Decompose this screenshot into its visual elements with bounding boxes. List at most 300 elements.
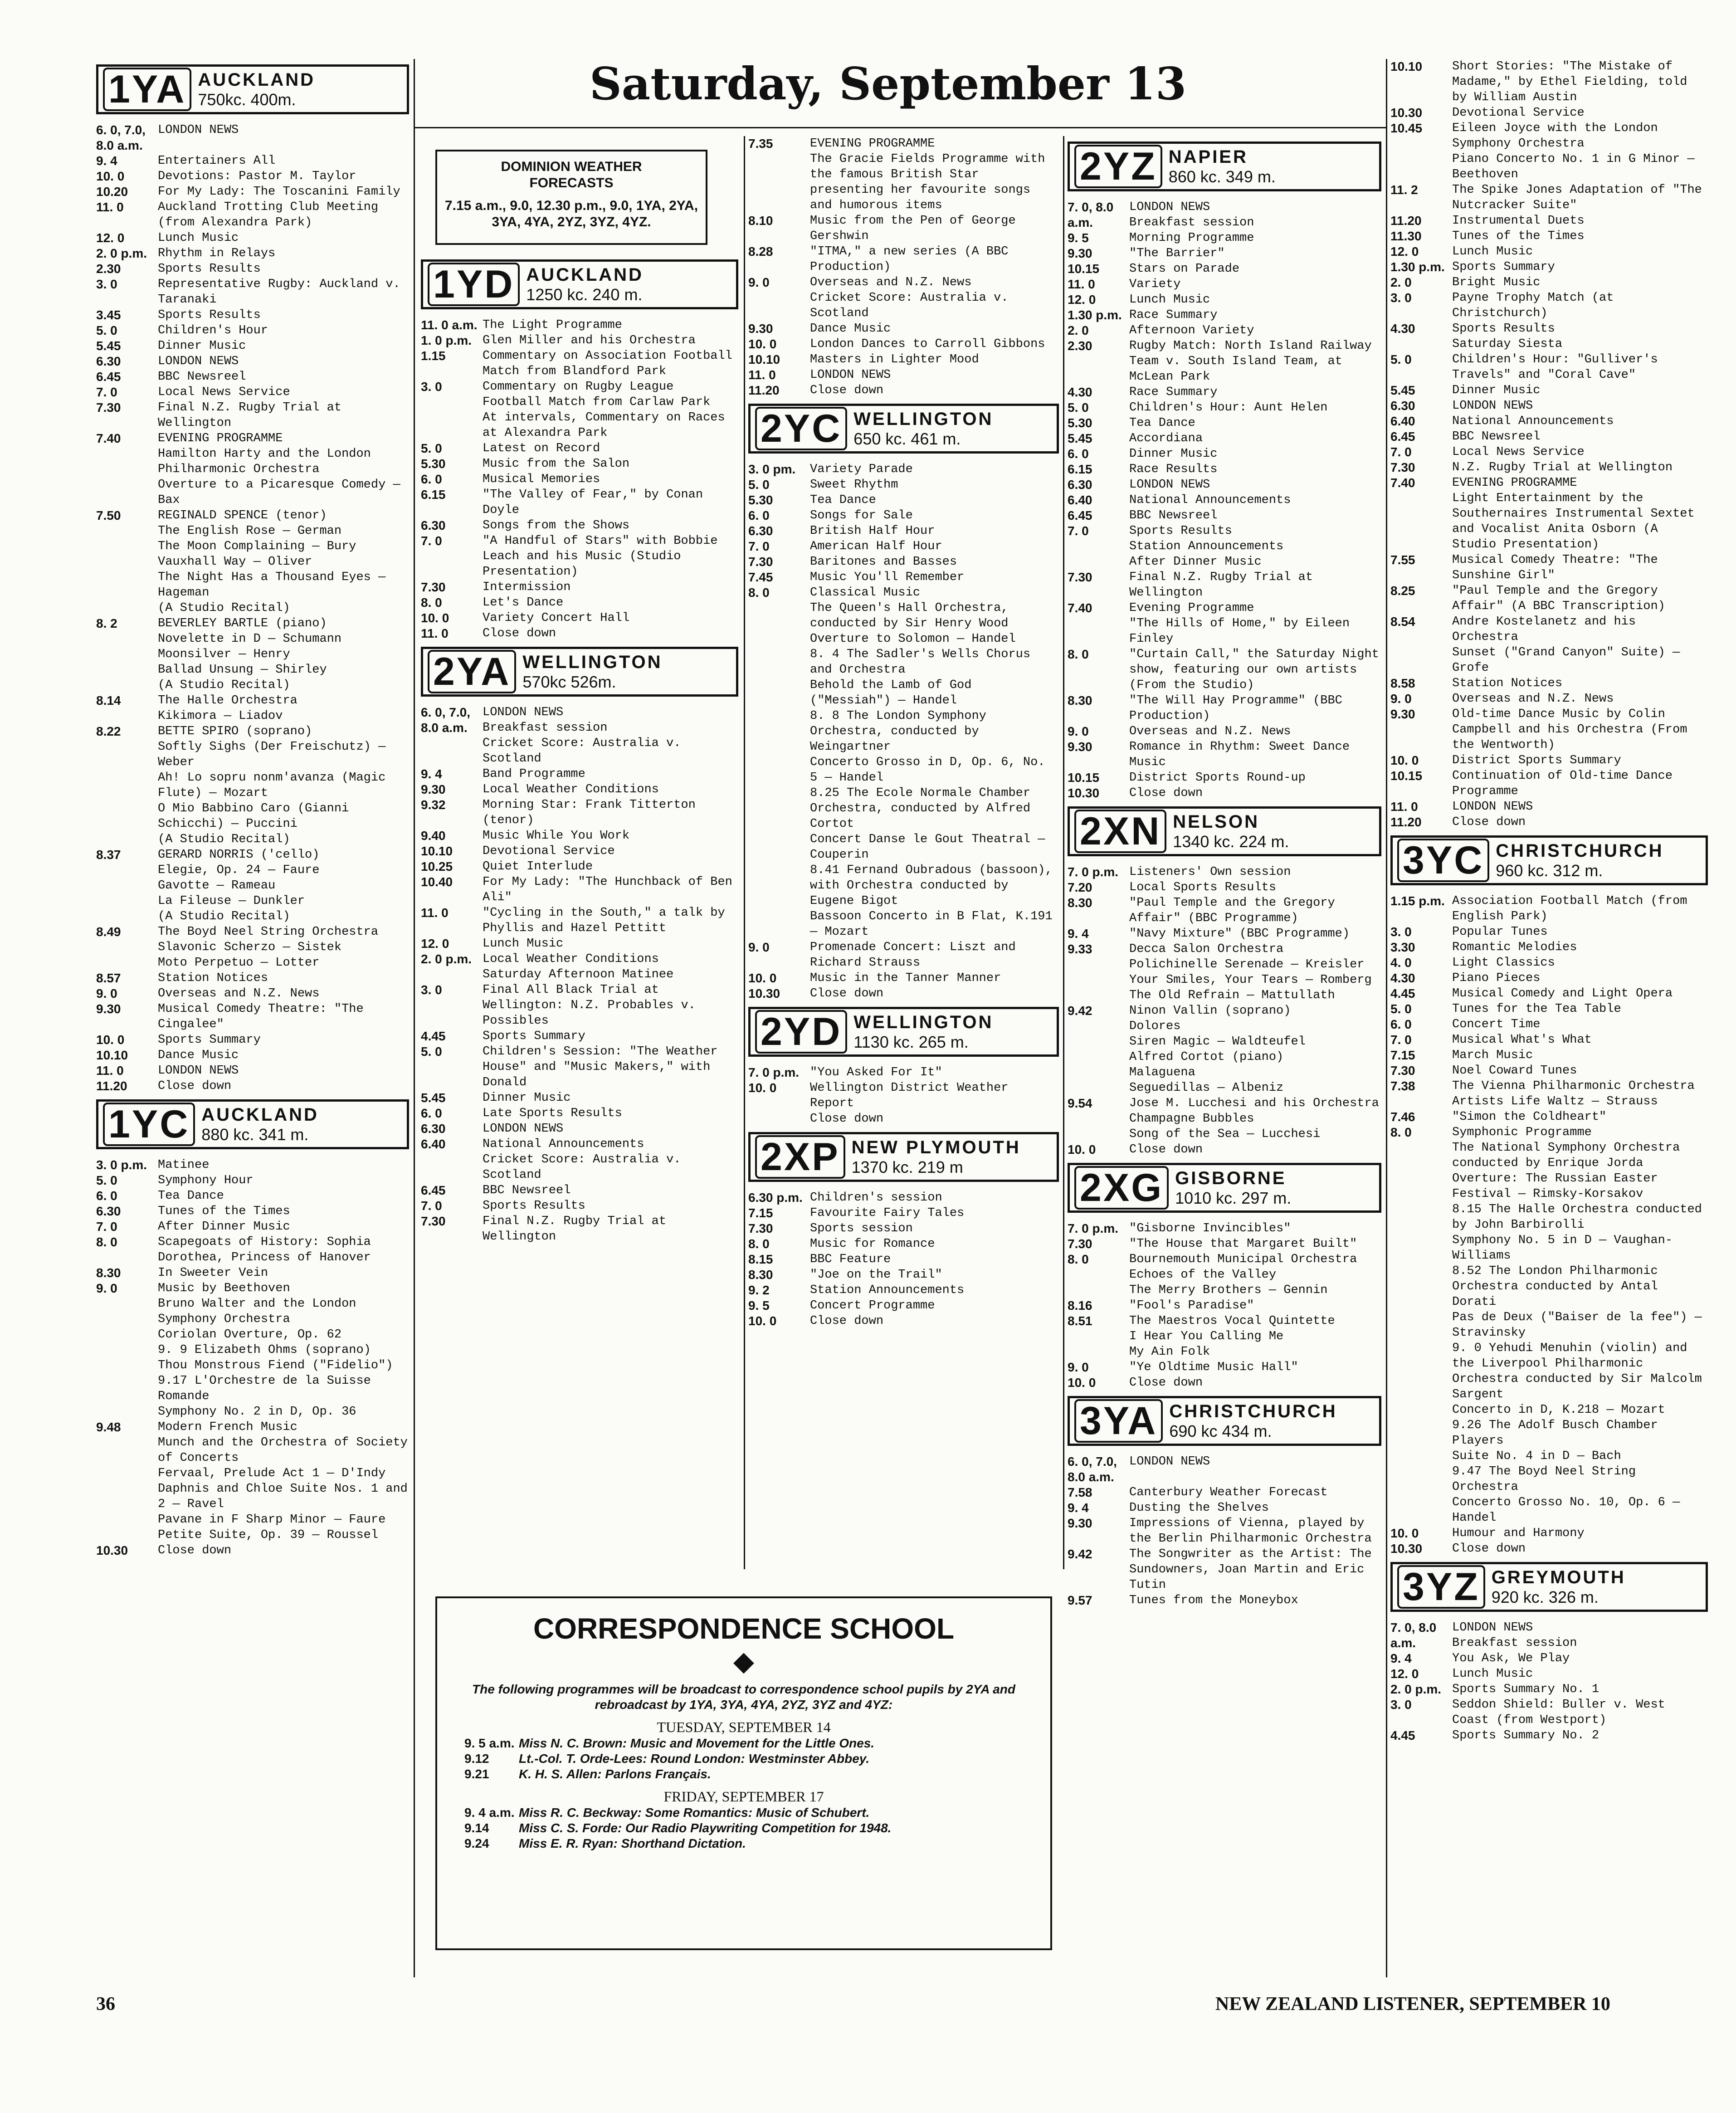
programme-entry xyxy=(1390,213,1708,229)
programme-title: Songs from the Shows xyxy=(483,519,630,532)
programme-entry xyxy=(421,333,738,348)
programme-time: 10.10 xyxy=(1390,59,1423,73)
programme-time: 7.15 xyxy=(1390,1048,1415,1062)
programme-title: Music for Romance xyxy=(810,1237,935,1251)
programme-entry xyxy=(421,1044,738,1090)
programme-entry xyxy=(1390,1032,1708,1048)
programme-list-3yc xyxy=(1390,893,1708,1557)
programme-title: Short Stories: "The Mistake of Madame," by Ethel Fielding, told by William Austin xyxy=(1452,60,1687,104)
programme-time: 9. 0 xyxy=(748,940,770,954)
programme-time: 8.30 xyxy=(96,1266,121,1280)
programme-time: 9.57 xyxy=(1068,1593,1092,1607)
programme-time: 7.40 xyxy=(1390,476,1415,490)
programme-time: 7.30 xyxy=(96,400,121,415)
programme-title: Children's Hour: Aunt Helen xyxy=(1129,401,1328,415)
tuesday-list xyxy=(464,1736,1023,1782)
programme-time: 7.40 xyxy=(1068,601,1092,615)
programme-title: Symphonic Programme The National Symphony Orchestra conducted by Enrique Jorda Overture: The Russian Easter Festival — Rimsky-Korsakov 8.15 The Halle Orchestra conducted by John Barbirolli Symphony No. 5 in D — Vaughan-Williams 8.52 The London Philharmonic Orchestra conducted by Antal Dorati Pas de Deux ("Baiser de la fee") — Stravinsky 9. 0 Yehudi Menuhin (violin) and the Liverpool Philharmonic Orchestra conducted by Sir Malcolm Sargent Concerto in D, K.218 — Mozart 9.26 The Adolf Busch Chamber Players Suite No. 4 in D — Bach 9.47 The Boyd Neel String Orchestra Concerto Grosso No. 10, Op. 6 — Handel xyxy=(1452,1126,1702,1525)
programme-entry xyxy=(748,213,1059,244)
programme-entry xyxy=(1390,352,1708,383)
programme-time: 8. 0 xyxy=(1390,1125,1412,1139)
programme-title: Commentary on Rugby League Football Match from Carlaw Park At intervals, Commentary on Races at Alexandra Park xyxy=(483,380,725,440)
programme-title: Race Results xyxy=(1129,463,1218,476)
programme-title: Final N.Z. Rugby Trial at Wellington xyxy=(158,401,342,430)
programme-time: 8.22 xyxy=(96,724,121,738)
programme-title: Latest on Record xyxy=(483,442,600,455)
programme-time: 7.45 xyxy=(748,570,773,584)
programme-entry xyxy=(1390,1666,1708,1682)
programme-entry xyxy=(1068,926,1381,942)
programme-time: 8.54 xyxy=(1390,615,1415,629)
lesson-title: Miss E. R. Ryan: Shorthand Dictation. xyxy=(519,1836,746,1850)
programme-title: Baritones and Basses xyxy=(810,555,957,569)
programme-title: Overseas and N.Z. News xyxy=(1129,725,1291,738)
programme-list-1ya xyxy=(96,122,409,1094)
programme-title: Light Classics xyxy=(1452,956,1555,970)
programme-title: Sports Results Saturday Siesta xyxy=(1452,322,1563,351)
programme-list-2yd xyxy=(748,1065,1059,1127)
lesson-time: 9. 4 a.m. xyxy=(464,1806,515,1820)
programme-title: Sports session xyxy=(810,1222,913,1235)
programme-time: 9.30 xyxy=(1390,707,1415,721)
programme-time: 6.15 xyxy=(1068,462,1092,476)
programme-time: 7. 0 xyxy=(1390,1033,1412,1047)
station-frequency: 1130 kc. 265 m. xyxy=(853,1032,969,1051)
programme-title: Lunch Music xyxy=(158,231,239,245)
programme-time: 5.45 xyxy=(1068,431,1092,445)
programme-time: 9.33 xyxy=(1068,942,1092,956)
programme-title: Children's Hour: "Gulliver's Travels" and "Coral Cave" xyxy=(1452,353,1658,382)
programme-time: 7.40 xyxy=(96,431,121,445)
programme-title: District Sports Round-up xyxy=(1129,771,1306,785)
lesson-time: 9.21 xyxy=(464,1767,489,1781)
programme-entry xyxy=(1390,1063,1708,1078)
programme-title: Seddon Shield: Buller v. West Coast (from Westport) xyxy=(1452,1698,1665,1727)
column-2 xyxy=(421,254,738,1244)
programme-time: 7. 0, 8.0 a.m. xyxy=(1068,200,1114,229)
programme-title: District Sports Summary xyxy=(1452,754,1621,767)
station-3ya-header xyxy=(1068,1396,1381,1446)
call-sign: 1YD xyxy=(428,263,520,306)
lesson-title: Lt.-Col. T. Orde-Lees: Round London: Westminster Abbey. xyxy=(519,1752,870,1766)
programme-title: Decca Salon Orchestra Polichinelle Serenade — Kreisler Your Smiles, Your Tears — Romberg The Old Refrain — Mattullath xyxy=(1129,942,1372,1002)
programme-title: Close down xyxy=(158,1544,232,1557)
programme-time: 7. 0 xyxy=(1390,445,1412,459)
programme-title: Local Weather Conditions Saturday Afternoon Matinee xyxy=(483,952,674,981)
programme-time: 6.30 xyxy=(748,524,773,538)
programme-entry xyxy=(1390,121,1708,182)
programme-entry xyxy=(1390,1697,1708,1728)
programme-title: LONDON NEWS xyxy=(158,355,239,368)
programme-time: 5. 0 xyxy=(96,1173,117,1187)
programme-title: Ninon Vallin (soprano) Dolores Siren Magic — Waldteufel Alfred Cortot (piano) Malaguena Seguedillas — Albeniz xyxy=(1129,1004,1306,1095)
programme-time: 11. 0 xyxy=(96,200,124,214)
station-city: GREYMOUTH xyxy=(1491,1567,1626,1587)
programme-list-2xn xyxy=(1068,864,1381,1157)
programme-entry xyxy=(1068,1547,1381,1593)
programme-entry xyxy=(421,1198,738,1214)
station-frequency: 1250 kc. 240 m. xyxy=(526,285,643,304)
programme-title: Close down xyxy=(1452,815,1526,829)
programme-entry xyxy=(96,847,409,924)
programme-time: 11.20 xyxy=(1390,815,1422,829)
programme-entry xyxy=(748,1221,1059,1236)
programme-title: Variety xyxy=(1129,278,1181,291)
programme-entry xyxy=(1390,940,1708,955)
programme-time: 3. 0 xyxy=(1390,925,1412,939)
programme-time: 3.30 xyxy=(1390,940,1415,954)
programme-entry xyxy=(1068,292,1381,307)
programme-time: 3.45 xyxy=(96,308,121,322)
programme-title: Dusting the Shelves xyxy=(1129,1501,1269,1515)
programme-entry xyxy=(96,1157,409,1173)
programme-entry xyxy=(421,487,738,518)
programme-title: Scapegoats of History: Sophia Dorothea, Princess of Hanover xyxy=(158,1235,371,1264)
programme-time: 9. 4 xyxy=(1068,1501,1089,1515)
station-city: GISBORNE xyxy=(1175,1168,1287,1188)
programme-time: 9.42 xyxy=(1068,1004,1092,1018)
programme-time: 9.54 xyxy=(1068,1096,1092,1110)
programme-title: Tunes of the Times xyxy=(158,1205,290,1218)
programme-entry xyxy=(421,782,738,797)
weather-times: 7.15 a.m., 9.0, 12.30 p.m., 9.0, 1YA, 2YA, 3YA, 4YA, 2YZ, 3YZ, 4YZ. xyxy=(444,198,698,229)
programme-title: BBC Newsreel xyxy=(483,1184,571,1197)
call-sign: 2YA xyxy=(428,650,516,693)
programme-title: "Simon the Coldheart" xyxy=(1452,1110,1607,1124)
programme-title: Instrumental Duets xyxy=(1452,214,1585,228)
programme-title: Sports Summary xyxy=(158,1033,261,1047)
programme-time: 9. 0 xyxy=(1068,1360,1089,1374)
station-city: WELLINGTON xyxy=(522,652,663,672)
programme-entry xyxy=(96,153,409,169)
programme-time: 5.45 xyxy=(421,1091,446,1105)
programme-title: Lunch Music xyxy=(1452,245,1533,259)
programme-time: 4.30 xyxy=(1390,971,1415,985)
programme-title: Dinner Music xyxy=(483,1091,571,1105)
call-sign: 2YC xyxy=(755,407,847,450)
programme-time: 7. 0, 8.0 a.m. xyxy=(1390,1620,1437,1650)
programme-entry xyxy=(1068,446,1381,462)
programme-title: Final All Black Trial at Wellington: N.Z. Probables v. Possibles xyxy=(483,983,696,1028)
programme-title: Children's Session: "The Weather House" and "Music Makers," with Donald xyxy=(483,1045,718,1089)
programme-entry xyxy=(421,905,738,936)
programme-title: Variety Concert Hall xyxy=(483,611,630,625)
programme-time: 8.37 xyxy=(96,848,121,862)
programme-entry xyxy=(96,508,409,616)
programme-entry xyxy=(421,441,738,456)
programme-title: Close down xyxy=(483,627,556,640)
programme-title: Sports Results xyxy=(158,308,261,322)
programme-entry xyxy=(1068,693,1381,724)
programme-time: 11.20 xyxy=(748,383,780,397)
programme-time: 12. 0 xyxy=(1390,244,1419,259)
programme-title: LONDON NEWS Breakfast session xyxy=(1452,1621,1577,1650)
programme-title: "Paul Temple and the Gregory Affair" (BBC Programme) xyxy=(1129,896,1335,925)
programme-entry xyxy=(1068,1142,1381,1157)
programme-title: Close down xyxy=(810,384,884,397)
programme-title: Tunes of the Times xyxy=(1452,229,1585,243)
programme-title: Close down xyxy=(158,1079,232,1093)
call-sign: 3YC xyxy=(1397,839,1489,882)
programme-time: 6.30 xyxy=(96,354,121,368)
programme-entry xyxy=(1068,1516,1381,1547)
programme-title: Popular Tunes xyxy=(1452,925,1548,939)
programme-title: Music from the Salon xyxy=(483,457,630,471)
programme-list-3yz xyxy=(1390,1620,1708,1743)
station-city: AUCKLAND xyxy=(198,69,316,90)
programme-time: 7. 0 p.m. xyxy=(1068,1221,1119,1235)
programme-time: 7.20 xyxy=(1068,880,1092,894)
station-frequency: 860 kc. 349 m. xyxy=(1168,167,1276,186)
programme-entry xyxy=(1390,893,1708,924)
programme-title: Afternoon Variety xyxy=(1129,324,1254,337)
programme-title: Musical Comedy Theatre: "The Sunshine Girl" xyxy=(1452,553,1658,582)
programme-title: Entertainers All xyxy=(158,154,276,168)
programme-entry xyxy=(1390,59,1708,105)
programme-time: 9.30 xyxy=(96,1002,121,1016)
programme-time: 7.30 xyxy=(421,1214,446,1228)
programme-time: 9. 4 xyxy=(1068,927,1089,941)
programme-time: 5.45 xyxy=(1390,383,1415,397)
programme-entry xyxy=(1390,182,1708,213)
programme-entry xyxy=(748,383,1059,398)
programme-time: 8.28 xyxy=(748,244,773,259)
programme-entry xyxy=(748,1080,1059,1127)
programme-title: Promenade Concert: Liszt and Richard Strauss xyxy=(810,941,1016,970)
programme-time: 10.10 xyxy=(421,844,453,858)
lesson-entry xyxy=(464,1751,1023,1767)
programme-entry xyxy=(748,337,1059,352)
programme-title: GERARD NORRIS ('cello) Elegie, Op. 24 — Faure Gavotte — Rameau La Fileuse — Dunkler (A Studio Recital) xyxy=(158,848,320,923)
programme-time: 10. 0 xyxy=(1390,1526,1419,1540)
programme-title: Eileen Joyce with the London Symphony Orchestra Piano Concerto No. 1 in G Minor — Beethoven xyxy=(1452,122,1695,181)
programme-time: 10. 0 xyxy=(1068,1142,1096,1157)
station-3yc-header xyxy=(1390,835,1708,885)
programme-entry xyxy=(748,508,1059,523)
programme-entry xyxy=(748,585,1059,940)
programme-entry xyxy=(1068,1500,1381,1516)
programme-entry xyxy=(1068,1454,1381,1485)
programme-time: 5. 0 xyxy=(1390,1002,1412,1016)
programme-time: 5. 0 xyxy=(96,323,117,337)
programme-title: BBC Newsreel xyxy=(1452,430,1541,444)
programme-title: The Songwriter as the Artist: The Sundowners, Joan Martin and Eric Tutin xyxy=(1129,1547,1372,1592)
programme-time: 5. 0 xyxy=(421,441,442,455)
programme-entry xyxy=(1068,1375,1381,1391)
column-3 xyxy=(748,136,1059,1329)
programme-time: 6. 0, 7.0, 8.0 a.m. xyxy=(1068,1454,1117,1484)
programme-entry xyxy=(1390,1048,1708,1063)
programme-entry xyxy=(1068,493,1381,508)
programme-time: 9. 4 xyxy=(1390,1651,1412,1665)
programme-title: National Announcements xyxy=(1129,493,1291,507)
programme-time: 4.45 xyxy=(421,1029,446,1043)
programme-entry xyxy=(1068,1485,1381,1500)
lesson-time: 9.12 xyxy=(464,1752,489,1766)
programme-entry xyxy=(1390,1125,1708,1526)
programme-entry xyxy=(1068,477,1381,493)
programme-title: Station Notices xyxy=(1452,677,1563,690)
programme-entry xyxy=(748,1313,1059,1329)
programme-title: The Light Programme xyxy=(483,318,622,332)
programme-time: 2.30 xyxy=(1068,339,1092,353)
programme-title: Final N.Z. Rugby Trial at Wellington xyxy=(483,1215,667,1244)
programme-time: 7. 0 xyxy=(748,539,770,553)
programme-entry xyxy=(96,307,409,323)
programme-title: National Announcements xyxy=(1452,415,1614,428)
programme-entry xyxy=(96,1281,409,1420)
station-2yc-header xyxy=(748,404,1059,454)
programme-time: 8.51 xyxy=(1068,1314,1092,1328)
programme-title: Close down xyxy=(810,987,884,1000)
programme-entry xyxy=(1390,460,1708,475)
programme-time: 12. 0 xyxy=(1068,293,1096,307)
call-sign: 2XG xyxy=(1074,1166,1169,1210)
programme-time: 7.58 xyxy=(1068,1485,1092,1499)
programme-time: 5.30 xyxy=(1068,416,1092,430)
programme-time: 9.42 xyxy=(1068,1547,1092,1561)
programme-title: Tea Dance xyxy=(810,493,876,507)
programme-title: Morning Programme xyxy=(1129,231,1254,245)
programme-time: 9.32 xyxy=(421,798,446,812)
programme-title: In Sweeter Vein xyxy=(158,1266,268,1280)
programme-title: Devotional Service xyxy=(483,844,615,858)
programme-entry xyxy=(1068,1236,1381,1252)
programme-time: 7. 0 xyxy=(421,534,442,548)
programme-title: The Spike Jones Adaptation of "The Nutcracker Suite" xyxy=(1452,183,1702,212)
programme-title: Local News Service xyxy=(158,386,290,399)
programme-time: 8. 0 xyxy=(1068,1252,1089,1266)
programme-time: 10.30 xyxy=(1068,786,1100,800)
station-frequency: 1340 kc. 224 m. xyxy=(1173,832,1289,851)
programme-time: 6.45 xyxy=(421,1183,446,1197)
programme-entry xyxy=(1068,1313,1381,1360)
lesson-entry xyxy=(464,1736,1023,1751)
programme-time: 1.30 p.m. xyxy=(1068,308,1122,322)
call-sign: 3YZ xyxy=(1397,1565,1485,1609)
programme-entry xyxy=(1068,895,1381,926)
programme-time: 10. 0 xyxy=(748,1314,777,1328)
programme-entry xyxy=(1068,942,1381,1003)
programme-title: BBC Feature xyxy=(810,1253,891,1266)
programme-title: Dance Music xyxy=(810,322,891,336)
programme-time: 3. 0 xyxy=(96,277,117,291)
programme-time: 6.15 xyxy=(421,488,446,502)
programme-entry xyxy=(1390,924,1708,940)
programme-time: 7.30 xyxy=(1390,1064,1415,1078)
programme-time: 3. 0 xyxy=(1390,1698,1412,1712)
programme-list-2ya-evening xyxy=(748,136,1059,398)
lesson-entry xyxy=(464,1805,1023,1820)
station-1yd-header xyxy=(421,259,738,309)
programme-title: Humour and Harmony xyxy=(1452,1527,1585,1540)
programme-title: Tea Dance xyxy=(158,1189,224,1203)
programme-time: 6.40 xyxy=(421,1137,446,1151)
lesson-title: Miss N. C. Brown: Music and Movement for the Little Ones. xyxy=(519,1736,875,1750)
programme-time: 4.30 xyxy=(1390,322,1415,336)
programme-title: BEVERLEY BARTLE (piano) Novelette in D — Schumann Moonsilver — Henry Ballad Unsung — Shirley (A Studio Recital) xyxy=(158,617,342,692)
programme-title: "The Barrier" xyxy=(1129,247,1225,260)
column-rule-1 xyxy=(414,59,415,1977)
programme-time: 6. 0, 7.0, 8.0 a.m. xyxy=(421,705,470,735)
programme-title: Music You'll Remember xyxy=(810,571,965,584)
station-frequency: 750kc. 400m. xyxy=(198,90,296,109)
programme-entry xyxy=(1068,1593,1381,1608)
weather-forecast-box xyxy=(435,150,707,245)
programme-time: 8.30 xyxy=(1068,693,1092,708)
programme-time: 7.30 xyxy=(748,1221,773,1235)
programme-entry xyxy=(1068,1298,1381,1313)
programme-time: 5. 0 xyxy=(748,478,770,492)
programme-entry xyxy=(748,1205,1059,1221)
programme-title: Close down xyxy=(1452,1542,1526,1556)
station-city: NELSON xyxy=(1173,811,1259,832)
programme-title: Matinee xyxy=(158,1158,210,1172)
programme-title: Music in the Tanner Manner xyxy=(810,971,1001,985)
station-2ya-header xyxy=(421,647,738,697)
programme-time: 7.30 xyxy=(748,555,773,569)
programme-title: BBC Newsreel xyxy=(1129,509,1218,522)
programme-entry xyxy=(1068,647,1381,693)
programme-title: Sweet Rhythm xyxy=(810,478,898,492)
programme-title: Continuation of Old-time Dance Programme xyxy=(1452,769,1673,798)
programme-title: Sports Summary No. 2 xyxy=(1452,1729,1599,1742)
programme-title: N.Z. Rugby Trial at Wellington xyxy=(1452,461,1673,474)
call-sign: 2YZ xyxy=(1074,145,1162,188)
programme-entry xyxy=(96,122,409,153)
programme-entry xyxy=(748,1283,1059,1298)
programme-entry xyxy=(1068,1252,1381,1298)
programme-time: 2. 0 p.m. xyxy=(1390,1682,1442,1696)
programme-time: 5. 0 xyxy=(1068,400,1089,415)
programme-entry xyxy=(1068,724,1381,739)
programme-title: LONDON NEWS xyxy=(1129,478,1210,492)
programme-title: Children's session xyxy=(810,1191,942,1205)
call-sign: 3YA xyxy=(1074,1399,1163,1443)
programme-entry xyxy=(421,533,738,580)
programme-time: 11.20 xyxy=(1390,214,1422,228)
programme-entry xyxy=(748,1190,1059,1205)
programme-time: 2. 0 xyxy=(1390,275,1412,289)
programme-title: Station Notices xyxy=(158,971,268,985)
programme-entry xyxy=(1068,277,1381,292)
programme-title: Musical Comedy Theatre: "The Cingalee" xyxy=(158,1002,364,1031)
programme-entry xyxy=(421,379,738,441)
programme-title: Late Sports Results xyxy=(483,1107,622,1120)
programme-entry xyxy=(1068,880,1381,895)
programme-time: 4.45 xyxy=(1390,986,1415,1000)
programme-time: 6. 0 xyxy=(1390,1017,1412,1031)
call-sign: 1YA xyxy=(103,68,191,111)
programme-time: 6.30 xyxy=(421,518,446,532)
programme-list-1yd xyxy=(421,317,738,641)
programme-entry xyxy=(1390,398,1708,414)
programme-time: 5. 0 xyxy=(421,1044,442,1059)
programme-time: 10.40 xyxy=(421,875,453,889)
programme-time: 7.30 xyxy=(1390,460,1415,474)
programme-title: LONDON NEWS Breakfast session xyxy=(1129,200,1254,229)
programme-entry xyxy=(748,1267,1059,1283)
programme-title: Musical Memories xyxy=(483,473,600,486)
programme-title: The Maestros Vocal Quintette I Hear You Calling Me My Ain Folk xyxy=(1129,1314,1335,1359)
programme-entry xyxy=(421,936,738,952)
programme-time: 6.30 p.m. xyxy=(748,1191,803,1205)
programme-title: Tea Dance xyxy=(1129,416,1195,430)
programme-time: 8.30 xyxy=(748,1268,773,1282)
programme-title: LONDON NEWS xyxy=(158,1064,239,1078)
programme-time: 11. 0 xyxy=(1390,800,1418,814)
programme-title: Race Summary xyxy=(1129,308,1218,322)
